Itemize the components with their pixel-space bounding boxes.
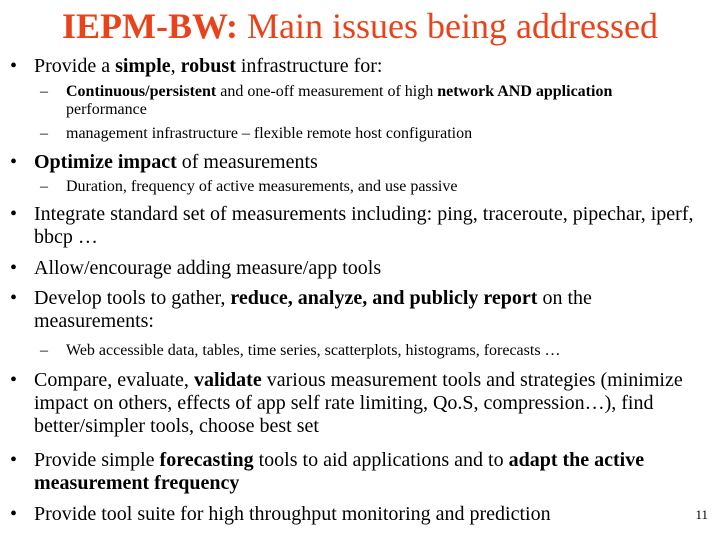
sub-bullet-text: Continuous/persistent and one-off measurement of high network AND application performance xyxy=(66,83,613,118)
dash-marker: – xyxy=(40,125,48,142)
bullet-marker: • xyxy=(10,55,18,77)
bullet-text: Provide a simple, robust infrastructure for: xyxy=(34,55,383,77)
title-bold: IEPM-BW: xyxy=(62,6,239,46)
dash-marker: – xyxy=(40,342,48,359)
bullet-text: Develop tools to gather, reduce, analyze, and publicly report on the measurements: xyxy=(34,287,592,332)
dash-marker: – xyxy=(40,83,48,100)
bullet-text: Allow/encourage adding measure/app tools xyxy=(34,257,382,279)
page-number: 11 xyxy=(695,507,708,522)
bullet-marker: • xyxy=(10,257,18,279)
bullet-marker: • xyxy=(10,203,18,225)
bullet-text: Compare, evaluate, validate various measurement tools and strategies (minimize impact on others, effects of app self rate limiting, Qo.S, compression…), find better/simpler tools, choose best set xyxy=(34,369,683,437)
sub-bullet-text: Duration, frequency of active measurements, and use passive xyxy=(66,178,458,195)
bullet-marker: • xyxy=(10,287,18,309)
bullet-text: Optimize impact of measurements xyxy=(34,151,318,173)
bullet-marker: • xyxy=(10,449,18,471)
sub-bullet-text: Web accessible data, tables, time series, scatterplots, histograms, forecasts … xyxy=(66,342,561,359)
bullet-text: Provide simple forecasting tools to aid applications and to adapt the active measurement frequency xyxy=(34,449,645,494)
bullet-marker: • xyxy=(10,369,18,391)
bullet-text: Provide tool suite for high throughput monitoring and prediction xyxy=(34,503,551,525)
bullet-text: Integrate standard set of measurements including: ping, traceroute, pipechar, iperf, bbcp … xyxy=(34,203,694,248)
title-rest: Main issues being addressed xyxy=(238,6,658,46)
dash-marker: – xyxy=(40,178,48,195)
sub-bullet-text: management infrastructure – flexible remote host configuration xyxy=(66,125,473,142)
bullet-marker: • xyxy=(10,503,18,525)
bullet-marker: • xyxy=(10,151,18,173)
